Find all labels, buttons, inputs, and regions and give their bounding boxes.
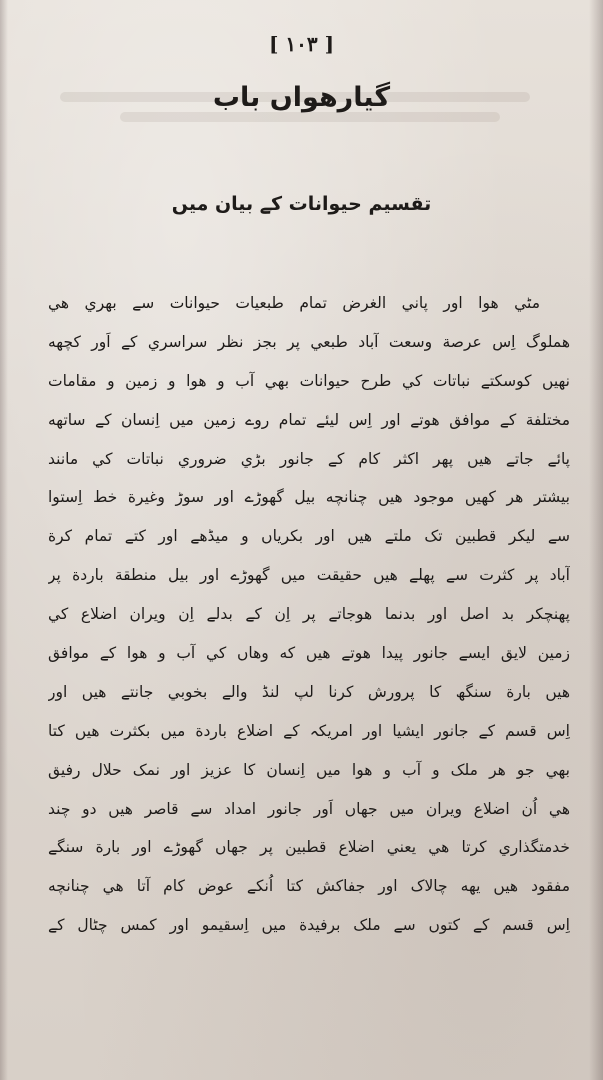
text-line: خدمتگذاري کرتا هي يعني اضلاع قطبين پر جهاں گھوڑے اور بارة سنگے bbox=[48, 838, 570, 857]
text-line: بھي جو هر ملک و آب و هوا ميں اِنسان کا عزيز اور نمک حلال رفيق bbox=[48, 760, 570, 779]
text-line: هي اُن اضلاع ويران ميں جهاں اَور جانور امداد سے قاصر هيں دو چند bbox=[48, 799, 570, 818]
page-number: [ ۱۰۳ ] bbox=[268, 32, 335, 56]
text-line: اِس قسم کے کتوں سے ملک برفيدة ميں اِسقيمو اور کمس چٹال کے bbox=[48, 916, 570, 935]
text-line: مختلفة کے موافق هوتے اور اِس ليئے تمام روے زمين ميں اِنسان کے ساتھه bbox=[48, 410, 570, 429]
text-line: سے ليکر قطبين تک ملتے هيں اور بکرياں و ميڈھے اور کتے تمام کرة bbox=[48, 527, 570, 546]
text-line: مٹي هوا اور پاني الغرض تمام طبعيات حيوانات سے بھري هي bbox=[48, 294, 540, 312]
text-line: نهيں کوسکتے نباتات کي طرح حيوانات بھي آب و هوا و زمين و مقامات bbox=[48, 371, 570, 390]
text-line: بيشتر هر کهيں موجود هيں چنانچه بيل گھوڑے اور سوڑ وغيرة خط اِستوا bbox=[48, 488, 570, 507]
text-line: پائے جاتے هيں پھر اکثر کام کے جانور بڑي ضروري نباتات کي مانند bbox=[48, 449, 570, 468]
text-line: هملوگ اِس عرصة وسعت آباد طبعي پر بجز نظر سراسري کے اَور کچھه bbox=[48, 332, 570, 351]
body-text bbox=[48, 284, 570, 945]
page-left-shadow bbox=[0, 0, 8, 1080]
text-line: زمين لايق ايسے جانور پيدا هوتے هيں که وهاں کي آب و هوا کے موافق bbox=[48, 644, 570, 663]
text-line: مفقود هيں يهه چالاک اور جفاکش کتا اُنکے عوض کام آتا هي چنانچه bbox=[48, 877, 570, 896]
text-line: اِس قسم کے جانور ايشيا اور امريکہ کے اضلاع باردة ميں بکثرت هيں کتا bbox=[48, 721, 570, 740]
page-right-shadow bbox=[589, 0, 603, 1080]
section-title: تقسیم حیوانات کے بیان میں bbox=[171, 193, 432, 215]
bleed-through-mark bbox=[120, 112, 500, 122]
text-line: هيں بارة سنگھ کا پرورش کرنا لپ لنڈ والے بخوبي جانتے هيں اور bbox=[48, 682, 570, 701]
text-line: پهنچکر بد اصل اور بدنما هوجاتے پر اِن کے بدلے اِن ويران اضلاع کي bbox=[48, 605, 570, 624]
chapter-title: گیارهواں باب bbox=[212, 82, 391, 113]
text-line: آباد پر کثرت سے پهلے هيں حقيقت ميں گھوڑے اور بيل منطقة باردة پر bbox=[48, 566, 570, 585]
